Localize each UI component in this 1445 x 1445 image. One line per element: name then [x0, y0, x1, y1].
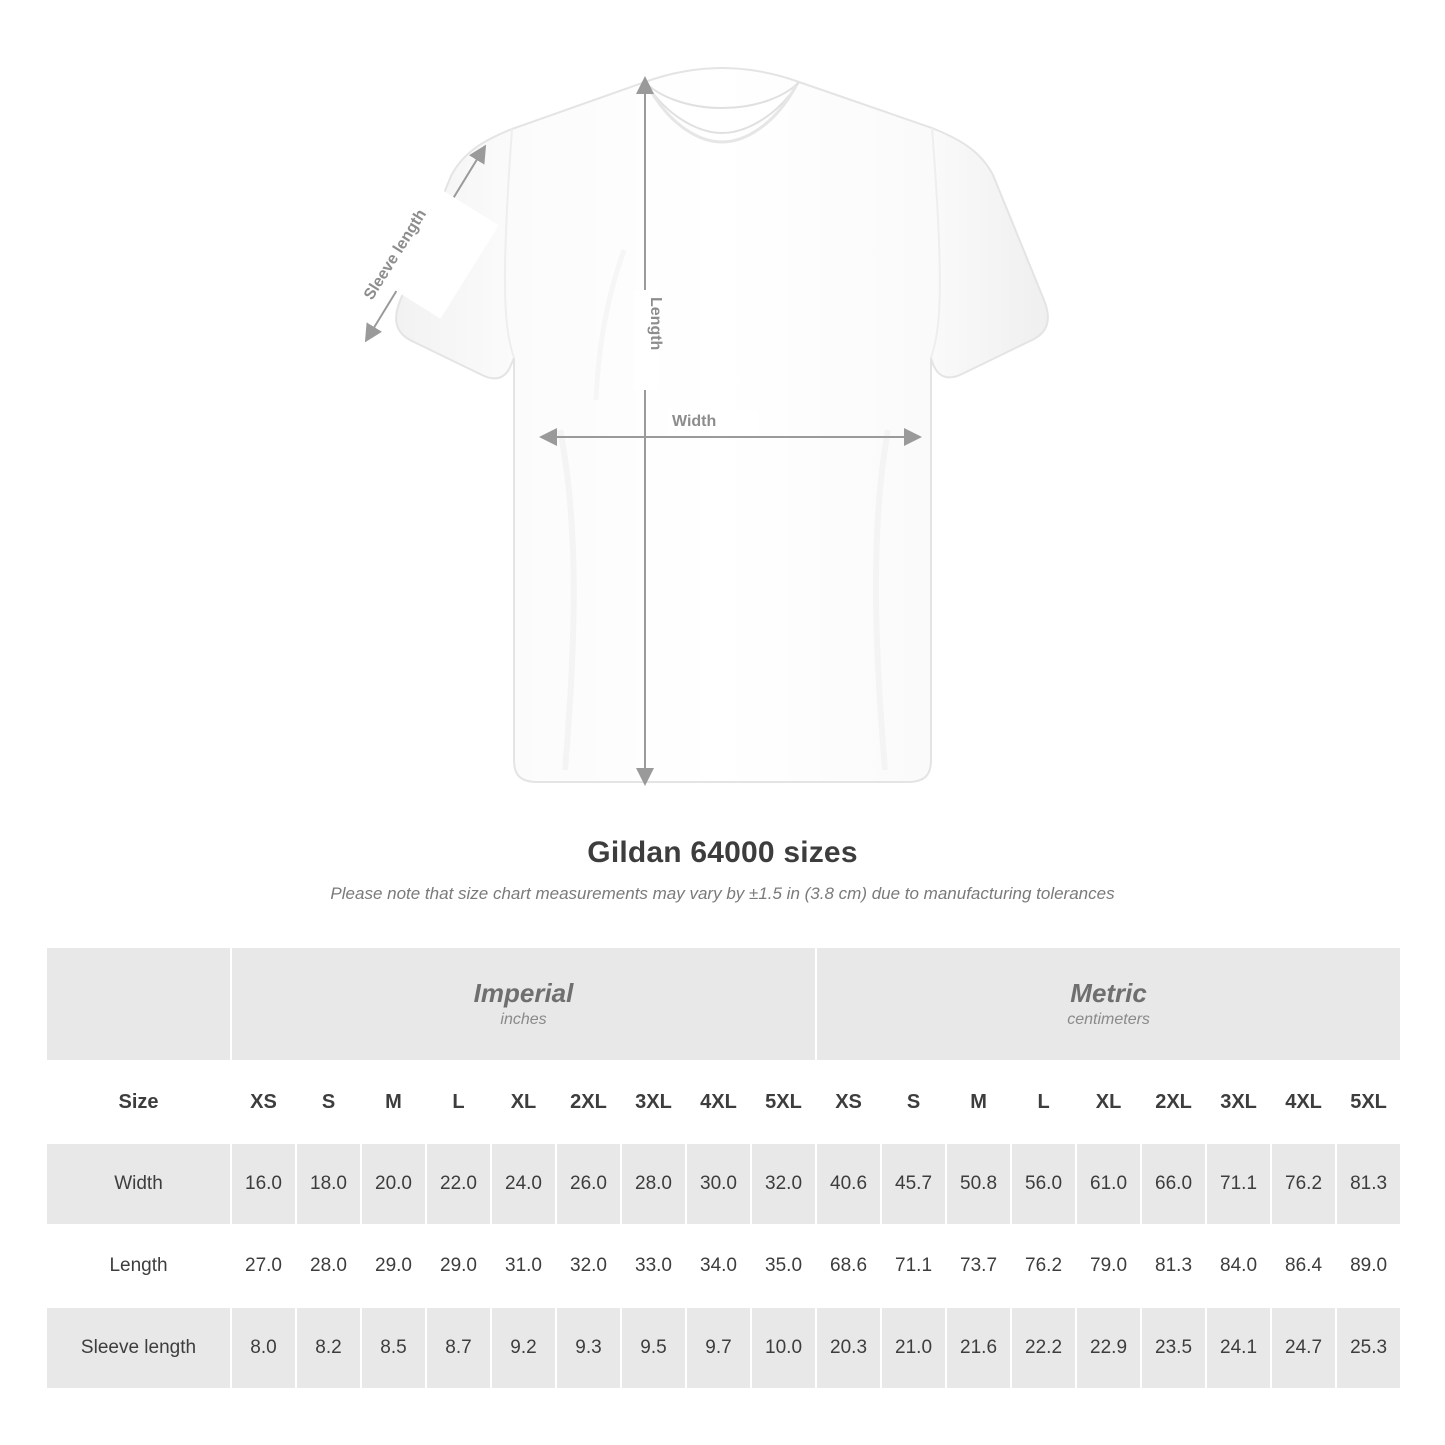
- cell-length-imperial: 34.0: [686, 1225, 751, 1307]
- table-row: [46, 1225, 1401, 1307]
- size-header-row: [46, 1061, 1401, 1143]
- size-col-header: XL: [491, 1061, 556, 1143]
- size-col-header: 3XL: [621, 1061, 686, 1143]
- sleeve-length-label-wrap: [358, 168, 478, 308]
- cell-width-metric: 56.0: [1011, 1143, 1076, 1225]
- size-col-header: 4XL: [1271, 1061, 1336, 1143]
- cell-width-metric: 71.1: [1206, 1143, 1271, 1225]
- cell-width-imperial: 32.0: [751, 1143, 816, 1225]
- cell-width-imperial: 28.0: [621, 1143, 686, 1225]
- cell-sleeve-metric: 21.6: [946, 1307, 1011, 1389]
- length-label: Length: [647, 297, 664, 351]
- size-table: [45, 946, 1402, 1390]
- cell-width-metric: 50.8: [946, 1143, 1011, 1225]
- tolerance-note: Please note that size chart measurements may vary by ±1.5 in (3.8 cm) due to manufacturing tolerances: [330, 884, 1115, 903]
- size-col-header: XL: [1076, 1061, 1141, 1143]
- size-col-header: 4XL: [686, 1061, 751, 1143]
- sleeve-length-label: Sleeve length: [361, 206, 431, 304]
- cell-length-metric: 71.1: [881, 1225, 946, 1307]
- cell-width-metric: 81.3: [1336, 1143, 1401, 1225]
- size-col-header: XS: [816, 1061, 881, 1143]
- cell-sleeve-metric: 20.3: [816, 1307, 881, 1389]
- size-col-header: L: [1011, 1061, 1076, 1143]
- cell-width-imperial: 24.0: [491, 1143, 556, 1225]
- size-table-container: [45, 946, 1400, 1390]
- size-header-label: Size: [46, 1061, 231, 1143]
- unit-header-spacer: [46, 947, 231, 1061]
- cell-length-metric: 68.6: [816, 1225, 881, 1307]
- cell-width-metric: 45.7: [881, 1143, 946, 1225]
- cell-sleeve-imperial: 8.5: [361, 1307, 426, 1389]
- cell-sleeve-imperial: 8.7: [426, 1307, 491, 1389]
- cell-sleeve-metric: 22.9: [1076, 1307, 1141, 1389]
- unit-header-imperial: [231, 947, 816, 1061]
- cell-length-imperial: 27.0: [231, 1225, 296, 1307]
- cell-width-metric: 76.2: [1271, 1143, 1336, 1225]
- cell-width-imperial: 26.0: [556, 1143, 621, 1225]
- size-col-header: S: [296, 1061, 361, 1143]
- cell-length-imperial: 32.0: [556, 1225, 621, 1307]
- unit-header-row: [46, 947, 1401, 1061]
- size-col-header: 3XL: [1206, 1061, 1271, 1143]
- cell-width-imperial: 30.0: [686, 1143, 751, 1225]
- cell-sleeve-imperial: 10.0: [751, 1307, 816, 1389]
- cell-length-metric: 89.0: [1336, 1225, 1401, 1307]
- cell-length-metric: 76.2: [1011, 1225, 1076, 1307]
- cell-length-imperial: 35.0: [751, 1225, 816, 1307]
- cell-length-metric: 84.0: [1206, 1225, 1271, 1307]
- page-title: Gildan 64000 sizes: [587, 836, 858, 869]
- cell-sleeve-imperial: 9.5: [621, 1307, 686, 1389]
- row-label-sleeve-length: Sleeve length: [46, 1307, 231, 1389]
- unit-sub-imperial: inches: [500, 1011, 547, 1029]
- unit-header-metric: [816, 947, 1401, 1061]
- cell-width-metric: 66.0: [1141, 1143, 1206, 1225]
- cell-sleeve-metric: 21.0: [881, 1307, 946, 1389]
- cell-length-metric: 81.3: [1141, 1225, 1206, 1307]
- cell-length-imperial: 28.0: [296, 1225, 361, 1307]
- cell-width-imperial: 18.0: [296, 1143, 361, 1225]
- cell-length-imperial: 33.0: [621, 1225, 686, 1307]
- size-col-header: M: [361, 1061, 426, 1143]
- cell-width-metric: 61.0: [1076, 1143, 1141, 1225]
- cell-width-imperial: 20.0: [361, 1143, 426, 1225]
- size-col-header: 5XL: [1336, 1061, 1401, 1143]
- cell-sleeve-imperial: 9.3: [556, 1307, 621, 1389]
- cell-sleeve-imperial: 8.2: [296, 1307, 361, 1389]
- unit-title-metric: Metric: [1070, 977, 1147, 1008]
- cell-sleeve-imperial: 9.7: [686, 1307, 751, 1389]
- width-label: Width: [672, 413, 717, 430]
- size-col-header: 5XL: [751, 1061, 816, 1143]
- cell-sleeve-imperial: 9.2: [491, 1307, 556, 1389]
- cell-width-metric: 40.6: [816, 1143, 881, 1225]
- size-col-header: 2XL: [556, 1061, 621, 1143]
- cell-sleeve-metric: 25.3: [1336, 1307, 1401, 1389]
- length-label-wrap: [642, 297, 668, 387]
- cell-sleeve-metric: 24.1: [1206, 1307, 1271, 1389]
- cell-sleeve-metric: 22.2: [1011, 1307, 1076, 1389]
- table-row: [46, 1143, 1401, 1225]
- size-col-header: S: [881, 1061, 946, 1143]
- size-col-header: 2XL: [1141, 1061, 1206, 1143]
- table-row: [46, 1307, 1401, 1389]
- cell-sleeve-imperial: 8.0: [231, 1307, 296, 1389]
- cell-length-metric: 79.0: [1076, 1225, 1141, 1307]
- size-col-header: XS: [231, 1061, 296, 1143]
- row-label-length: Length: [46, 1225, 231, 1307]
- row-label-width: Width: [46, 1143, 231, 1225]
- unit-title-imperial: Imperial: [473, 977, 574, 1008]
- cell-width-imperial: 22.0: [426, 1143, 491, 1225]
- cell-length-metric: 73.7: [946, 1225, 1011, 1307]
- cell-sleeve-metric: 23.5: [1141, 1307, 1206, 1389]
- cell-width-imperial: 16.0: [231, 1143, 296, 1225]
- size-col-header: L: [426, 1061, 491, 1143]
- size-col-header: M: [946, 1061, 1011, 1143]
- cell-length-imperial: 31.0: [491, 1225, 556, 1307]
- cell-sleeve-metric: 24.7: [1271, 1307, 1336, 1389]
- cell-length-metric: 86.4: [1271, 1225, 1336, 1307]
- unit-sub-metric: centimeters: [1067, 1011, 1150, 1029]
- cell-length-imperial: 29.0: [426, 1225, 491, 1307]
- cell-length-imperial: 29.0: [361, 1225, 426, 1307]
